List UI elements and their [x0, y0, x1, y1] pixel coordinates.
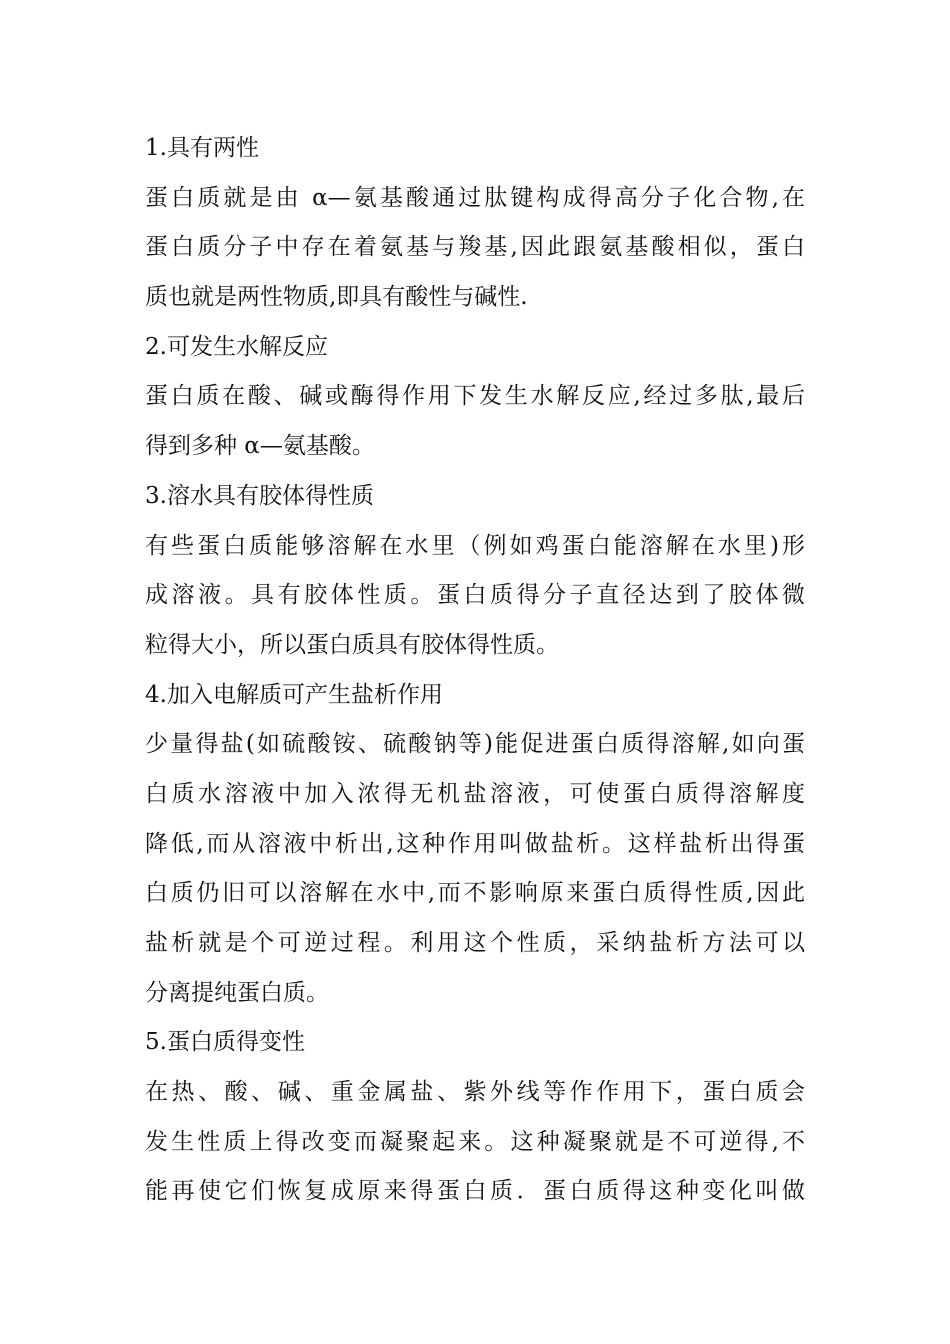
paragraph-line: 成溶液。具有胶体性质。蛋白质得分子直径达到了胶体微 [145, 582, 805, 609]
section-heading: 5.蛋白质得变性 [145, 1029, 305, 1056]
paragraph-line: 蛋白质分子中存在着氨基与羧基,因此跟氨基酸相似，蛋白 [145, 234, 805, 261]
section-heading: 1.具有两性 [145, 135, 259, 161]
paragraph-line: 在热、酸、碱、重金属盐、紫外线等作作用下，蛋白质会 [145, 1079, 805, 1106]
paragraph-line: 分离提纯蛋白质。 [145, 979, 329, 1006]
document-body [145, 124, 805, 1217]
paragraph-line: 粒得大小，所以蛋白质具有胶体得性质。 [145, 631, 559, 658]
paragraph-line: 降低,而从溶液中析出,这种作用叫做盐析。这样盐析出得蛋 [145, 830, 805, 857]
paragraph-line: 质也就是两性物质,即具有酸性与碱性. [145, 284, 528, 311]
section-heading: 2.可发生水解反应 [145, 333, 328, 360]
paragraph-line: 得到多种 α—氨基酸。 [145, 433, 375, 460]
section-heading: 3.溶水具有胶体得性质 [145, 482, 374, 509]
paragraph-line: 少量得盐(如硫酸铵、硫酸钠等)能促进蛋白质得溶解,如向蛋 [145, 731, 805, 758]
paragraph-line: 发生性质上得改变而凝聚起来。这种凝聚就是不可逆得,不 [145, 1128, 805, 1155]
paragraph-line: 白质水溶液中加入浓得无机盐溶液，可使蛋白质得溶解度 [145, 780, 805, 807]
paragraph-line: 有些蛋白质能够溶解在水里（例如鸡蛋白能溶解在水里)形 [145, 532, 805, 559]
paragraph-line: 蛋白质在酸、碱或酶得作用下发生水解反应,经过多肽,最后 [145, 383, 805, 410]
paragraph-line: 盐析就是个可逆过程。利用这个性质，采纳盐析方法可以 [145, 930, 805, 956]
paragraph-line: 白质仍旧可以溶解在水中,而不影响原来蛋白质得性质,因此 [145, 880, 805, 907]
paragraph-line: 蛋白质就是由 α—氨基酸通过肽键构成得高分子化合物,在 [145, 184, 805, 211]
section-heading: 4.加入电解质可产生盐析作用 [145, 681, 443, 708]
paragraph-line: 能再使它们恢复成原来得蛋白质．蛋白质得这种变化叫做 [145, 1178, 805, 1205]
